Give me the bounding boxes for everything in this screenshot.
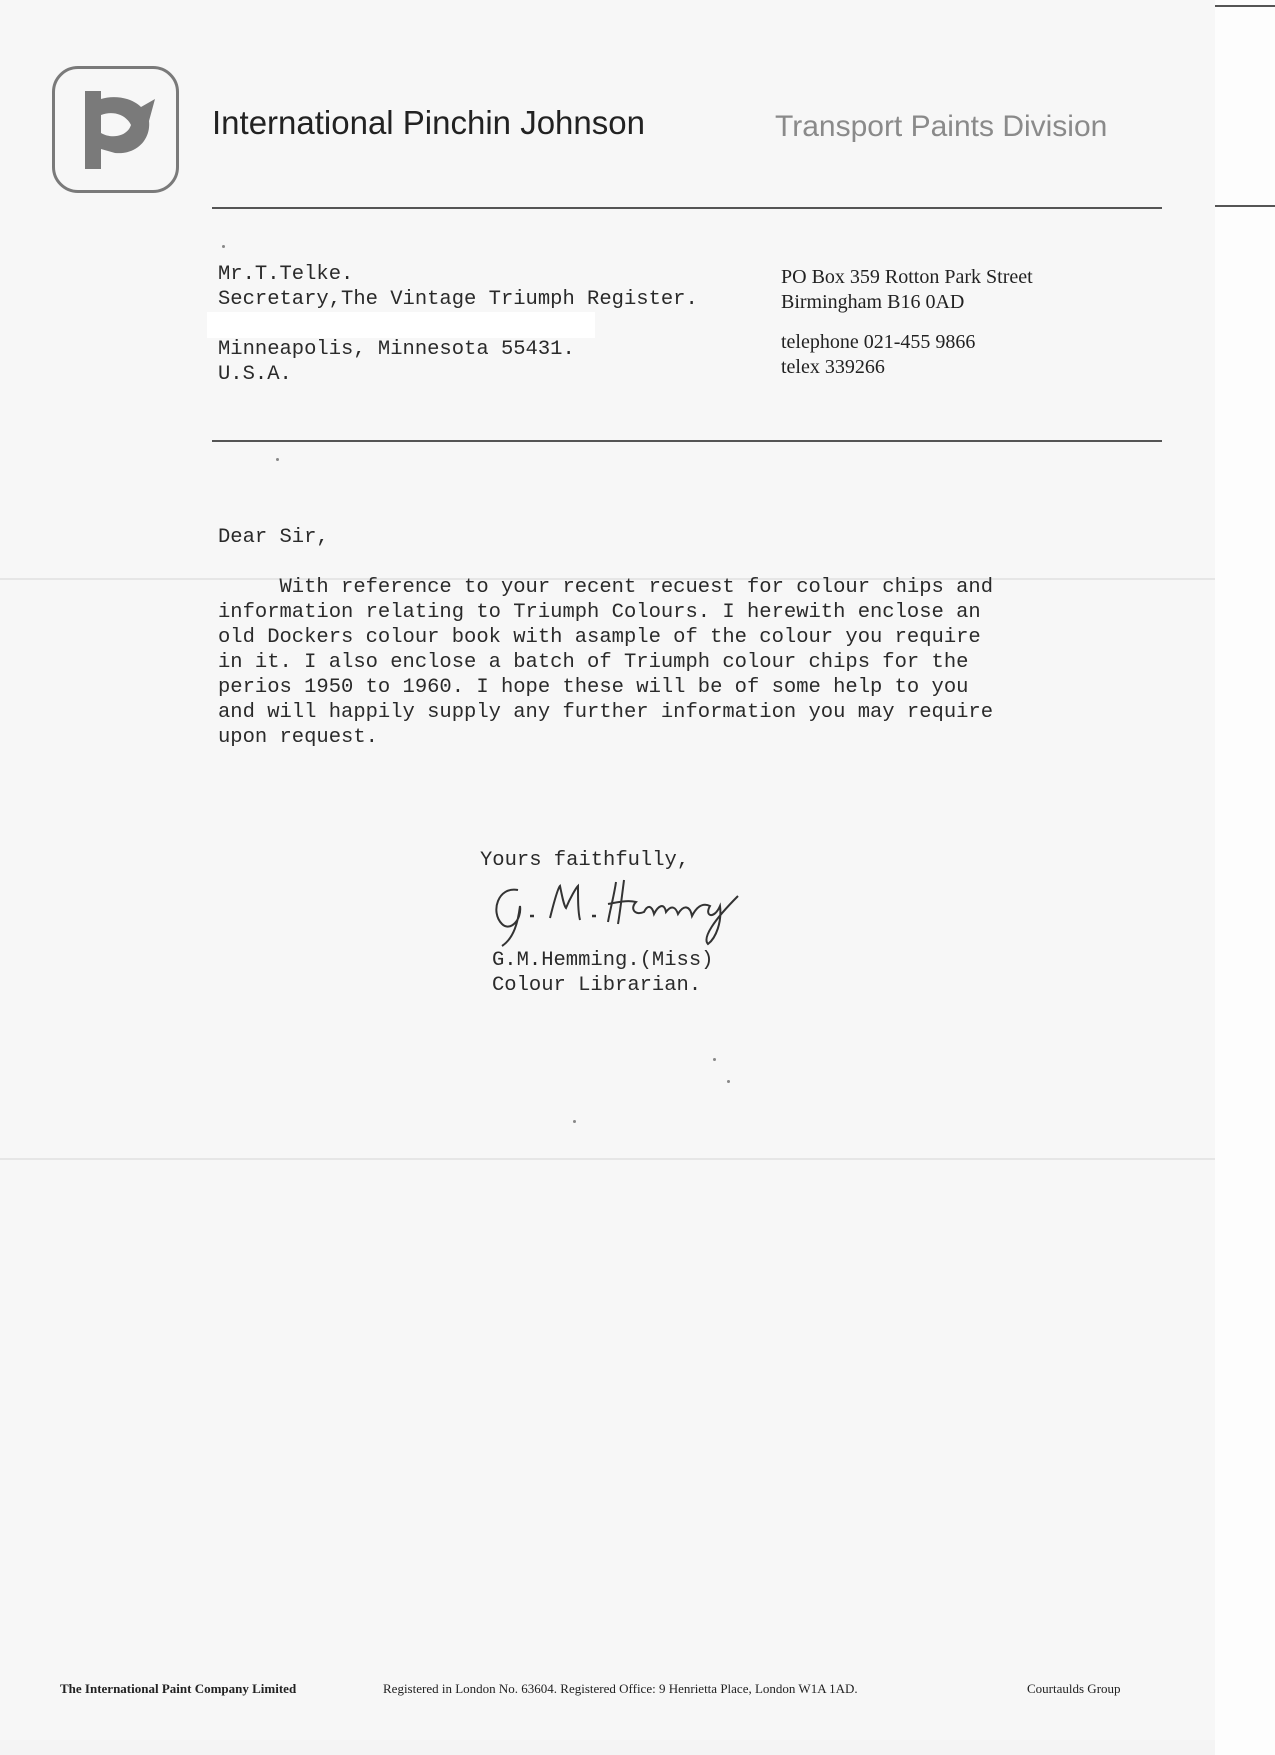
footer-registration: Registered in London No. 63604. Registered Office: 9 Henrietta Place, London W1A 1AD. <box>383 1681 858 1696</box>
footer-company: The International Paint Company Limited <box>60 1681 297 1696</box>
page-edge <box>1215 0 1275 1755</box>
company-logo <box>52 66 179 193</box>
recipient-line: Mr.T.Telke. <box>218 263 354 286</box>
signer-title: Colour Librarian. <box>492 974 702 997</box>
sender-address-line: Birmingham B16 0AD <box>781 291 965 313</box>
body-line: information relating to Triumph Colours. I herewith enclose an <box>218 601 981 624</box>
recipient-line: Minneapolis, Minnesota 55431. <box>218 338 575 361</box>
signer-name: G.M.Hemming.(Miss) <box>492 949 714 972</box>
recipient-line: U.S.A. <box>218 363 292 386</box>
paper-speck <box>276 458 279 461</box>
company-name: International Pinchin Johnson <box>212 104 645 141</box>
fold-line <box>0 1158 1215 1160</box>
body-line: upon request. <box>218 726 378 749</box>
body-line: With reference to your recent recuest for colour chips and <box>218 576 994 599</box>
salutation: Dear Sir, <box>218 526 329 549</box>
address-rule <box>212 440 1162 442</box>
redaction-box <box>207 312 595 338</box>
signer-block <box>492 948 713 998</box>
body-line: in it. I also enclose a batch of Triumph colour chips for the <box>218 651 969 674</box>
paper-speck <box>573 1120 576 1123</box>
closing: Yours faithfully, <box>480 849 690 872</box>
body-line: perios 1950 to 1960. I hope these will be of some help to you <box>218 676 969 699</box>
body-line: and will happily supply any further information you may require <box>218 701 994 724</box>
sender-address-line: PO Box 359 Rotton Park Street <box>781 266 1033 288</box>
pj-logo-icon <box>55 69 176 190</box>
signature <box>488 872 788 952</box>
paper-speck <box>713 1058 716 1061</box>
handwritten-signature-icon <box>488 872 788 947</box>
body-line: old Dockers colour book with asample of the colour you require <box>218 626 981 649</box>
footer-group: Courtaulds Group <box>1027 1681 1121 1696</box>
recipient-line: Secretary,The Vintage Triumph Register. <box>218 288 698 311</box>
sender-telephone: telephone 021-455 9866 <box>781 331 976 353</box>
paper-speck <box>222 245 225 248</box>
division-name: Transport Paints Division <box>775 110 1108 143</box>
header-rule <box>212 207 1162 209</box>
sender-telex: telex 339266 <box>781 356 885 378</box>
paper-speck <box>727 1080 730 1083</box>
letter-body <box>218 575 993 750</box>
